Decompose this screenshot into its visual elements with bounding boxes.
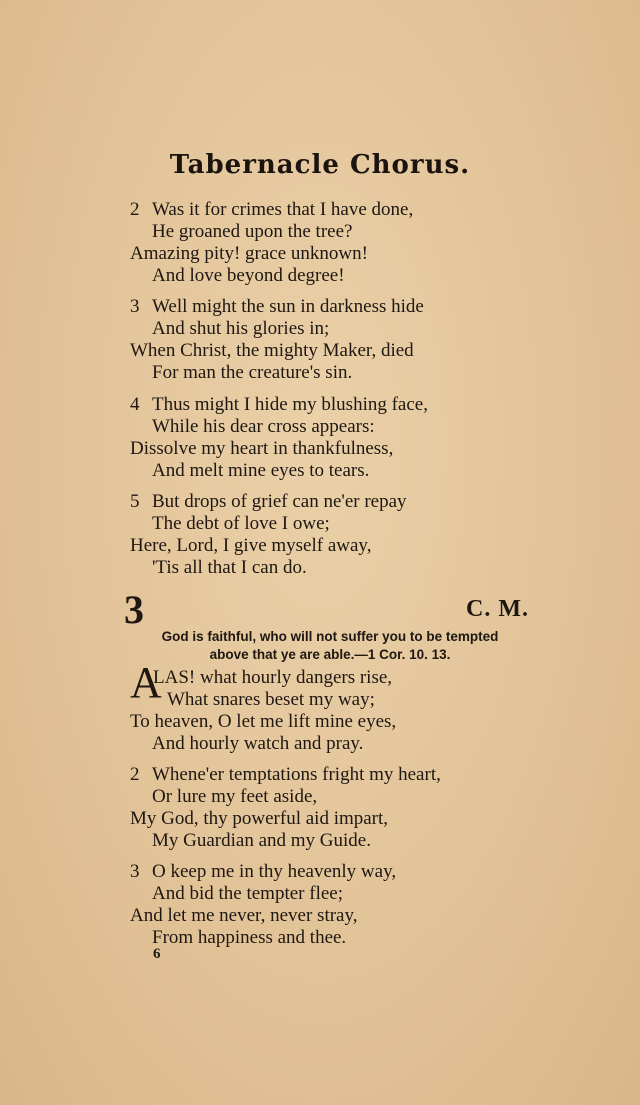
verse-line: Here, Lord, I give myself away, <box>130 535 372 556</box>
hymn-meter: C. M. <box>466 596 529 622</box>
verse-line: For man the creature's sin. <box>152 362 353 383</box>
verse-line: But drops of grief can ne'er repay <box>152 491 407 512</box>
verse-line: The debt of love I owe; <box>152 513 330 534</box>
verse-line: When Christ, the mighty Maker, died <box>130 340 414 361</box>
verse-line: And bid the tempter flee; <box>152 883 343 904</box>
hymn-2-verse-3 <box>130 296 424 384</box>
verse-line: And love beyond degree! <box>152 265 345 286</box>
hymn-number: 3 <box>124 587 144 632</box>
epigraph-line: above that ye are able.—1 Cor. 10. 13. <box>209 647 451 662</box>
hymn-3-verse-3 <box>130 861 396 949</box>
verse-line: He groaned upon the tree? <box>152 221 353 242</box>
scripture-epigraph <box>110 628 550 664</box>
verse-number: 3 <box>130 861 140 882</box>
verse-line: And melt mine eyes to tears. <box>152 460 370 481</box>
verse-line: And shut his glories in; <box>152 318 330 339</box>
hymn-2-verse-4 <box>130 394 428 482</box>
verse-line: Amazing pity! grace unknown! <box>130 243 368 264</box>
page-number: 6 <box>153 946 161 962</box>
verse-number: 4 <box>130 394 140 415</box>
verse-line: From happiness and thee. <box>152 927 347 948</box>
epigraph-line: God is faithful, who will not suffer you to be tempted <box>161 629 499 644</box>
hymn-3-verse-1 <box>130 667 396 755</box>
hymn-2-verse-2 <box>130 199 413 287</box>
verse-line: To heaven, O let me lift mine eyes, <box>130 711 397 732</box>
verse-line: Or lure my feet aside, <box>152 786 318 807</box>
verse-line: O keep me in thy heavenly way, <box>152 861 397 882</box>
verse-line: And hourly watch and pray. <box>152 733 364 754</box>
drop-cap: A <box>130 658 162 707</box>
hymn-3-verse-2 <box>130 764 441 852</box>
verse-number: 2 <box>130 199 140 220</box>
verse-line: Dissolve my heart in thankfulness, <box>130 438 394 459</box>
verse-number: 3 <box>130 296 140 317</box>
verse-line: Thus might I hide my blushing face, <box>152 394 428 415</box>
page-title: Tabernacle Chorus. <box>169 150 471 180</box>
verse-line: Whene'er temptations fright my heart, <box>152 764 441 785</box>
verse-line: Was it for crimes that I have done, <box>152 199 414 220</box>
verse-line: And let me never, never stray, <box>130 905 358 926</box>
verse-line: While his dear cross appears: <box>152 416 375 437</box>
verse-line: My Guardian and my Guide. <box>152 830 371 851</box>
verse-line: My God, thy powerful aid impart, <box>130 808 389 829</box>
verse-line: Well might the sun in darkness hide <box>152 296 424 317</box>
verse-number: 2 <box>130 764 140 785</box>
verse-number: 5 <box>130 491 140 512</box>
verse-line: LAS! what hourly dangers rise, <box>153 667 393 688</box>
verse-line: 'Tis all that I can do. <box>152 557 307 578</box>
verse-line: What snares beset my way; <box>167 689 375 710</box>
hymn-2-verse-5 <box>130 491 407 579</box>
